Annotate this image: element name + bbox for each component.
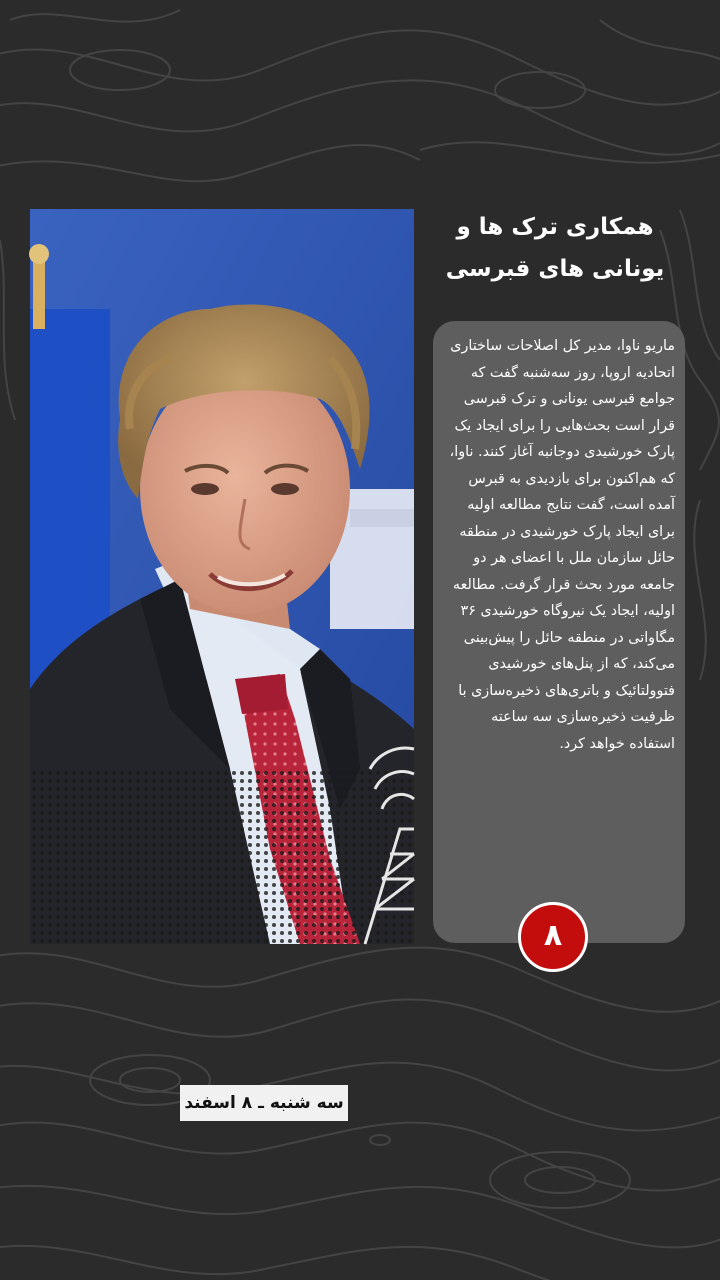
page-number-badge: ۸ bbox=[518, 902, 588, 972]
title-line-2: یونانی های قبرسی bbox=[445, 256, 665, 282]
post-title bbox=[420, 206, 690, 290]
title-line-1: همکاری ترک ها و bbox=[456, 214, 654, 240]
portrait-photo bbox=[30, 209, 414, 1113]
body-text: ماریو ناوا، مدیر کل اصلاحات ساختاری اتحادیه اروپا، روز سه‌شنبه گفت که جوامع قبرسی یونانی و ترک قبرسی قرار است بحث‌هایی را برای ایجاد یک پارک خورشیدی دوجانبه آغاز کنند. ناوا، که هم‌اکنون برای بازدیدی به قبرس آمده است، گفت نتایج مطالعه اولیه برای ایجاد پارک خورشیدی در منطقه حائل سازمان ملل با اعضای هر دو جامعه مورد بحث قرار گرفت. مطالعه اولیه، ایجاد یک نیروگاه خورشیدی ۳۶ مگاواتی در منطقه حائل را پیش‌بینی می‌کند، که از پنل‌های خورشیدی فتوولتائیک و باتری‌های ذخیره‌سازی با ظرفیت ذخیره‌سازی سه ساعته استفاده خواهد کرد. bbox=[449, 338, 675, 752]
text-card bbox=[433, 321, 685, 943]
date-badge: سه شنبه ـ ۸ اسفند bbox=[180, 1085, 348, 1121]
